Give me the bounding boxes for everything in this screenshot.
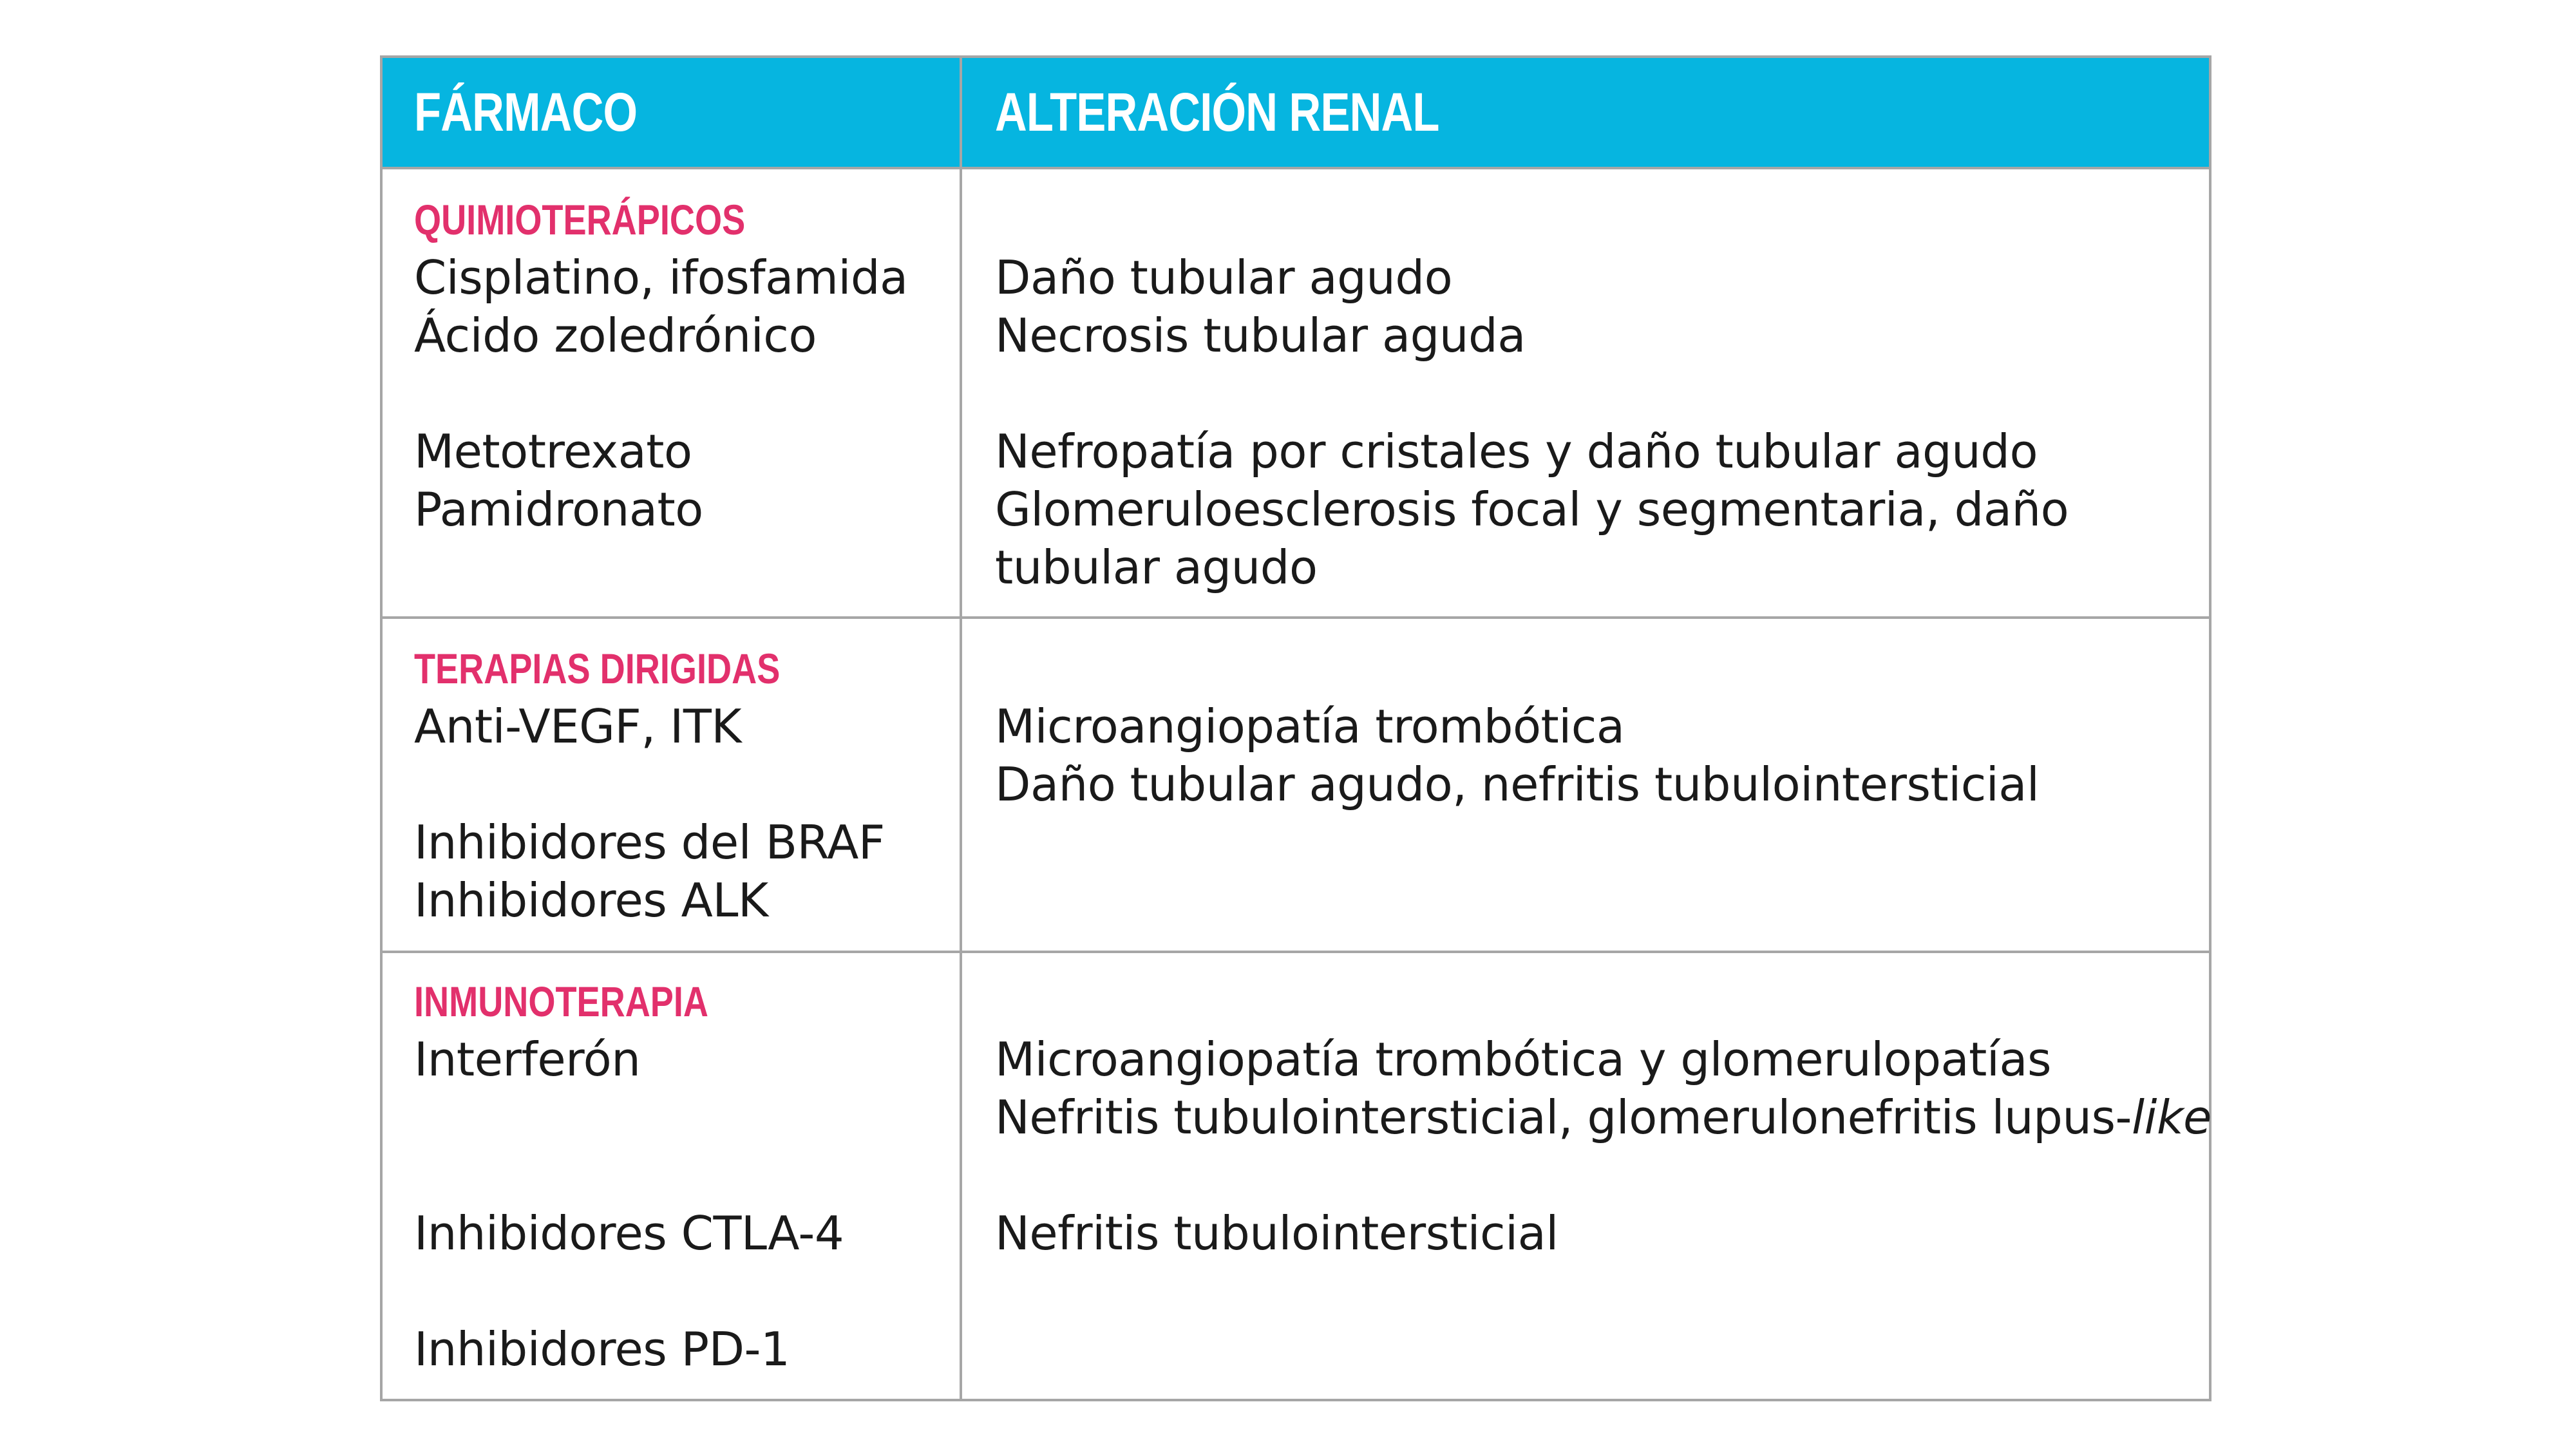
renal-alteration: Daño tubular agudo — [995, 251, 1453, 305]
renal-alteration: Daño tubular agudo, nefritis tubulointersticial — [995, 757, 2040, 811]
renal-alteration: Necrosis tubular aguda — [995, 308, 1526, 363]
header-farmaco: FÁRMACO — [414, 82, 638, 142]
drug-name: Inhibidores del BRAF — [414, 815, 885, 869]
renal-alteration-italic: like — [2131, 1090, 2211, 1144]
table-header — [383, 58, 2209, 169]
column-divider — [960, 58, 962, 1399]
drug-name: Ácido zoledrónico — [414, 308, 817, 363]
renal-alteration: Nefritis tubulointersticial — [995, 1206, 1558, 1260]
renal-alteration: Nefropatía por cristales y daño tubular agudo — [995, 424, 2038, 478]
drug-name: Cisplatino, ifosfamida — [414, 251, 908, 305]
drug-name: Pamidronato — [414, 482, 703, 536]
drug-name: Metotrexato — [414, 424, 692, 478]
renal-alteration-text: Nefritis tubulointersticial, glomerulonefritis lupus- — [995, 1090, 2132, 1144]
category-label: INMUNOTERAPIA — [414, 978, 709, 1025]
renal-alteration: tubular agudo — [995, 540, 1318, 594]
header-alteracion-renal: ALTERACIÓN RENAL — [995, 82, 1439, 142]
drug-name: Interferón — [414, 1032, 641, 1086]
row-divider-2 — [383, 951, 2209, 953]
row-divider-1 — [383, 616, 2209, 619]
renal-alteration: Microangiopatía trombótica — [995, 699, 1625, 753]
renal-alteration: Glomeruloesclerosis focal y segmentaria, daño — [995, 482, 2069, 536]
renal-alteration — [995, 1088, 2211, 1146]
category-label: TERAPIAS DIRIGIDAS — [414, 645, 781, 692]
drug-name: Inhibidores ALK — [414, 873, 768, 927]
drug-name: Inhibidores PD-1 — [414, 1322, 790, 1376]
drug-renal-table — [380, 55, 2211, 1401]
drug-name: Anti-VEGF, ITK — [414, 699, 742, 753]
drug-name: Inhibidores CTLA-4 — [414, 1206, 844, 1260]
category-label: QUIMIOTERÁPICOS — [414, 196, 746, 243]
renal-alteration: Microangiopatía trombótica y glomerulopatías — [995, 1032, 2052, 1086]
